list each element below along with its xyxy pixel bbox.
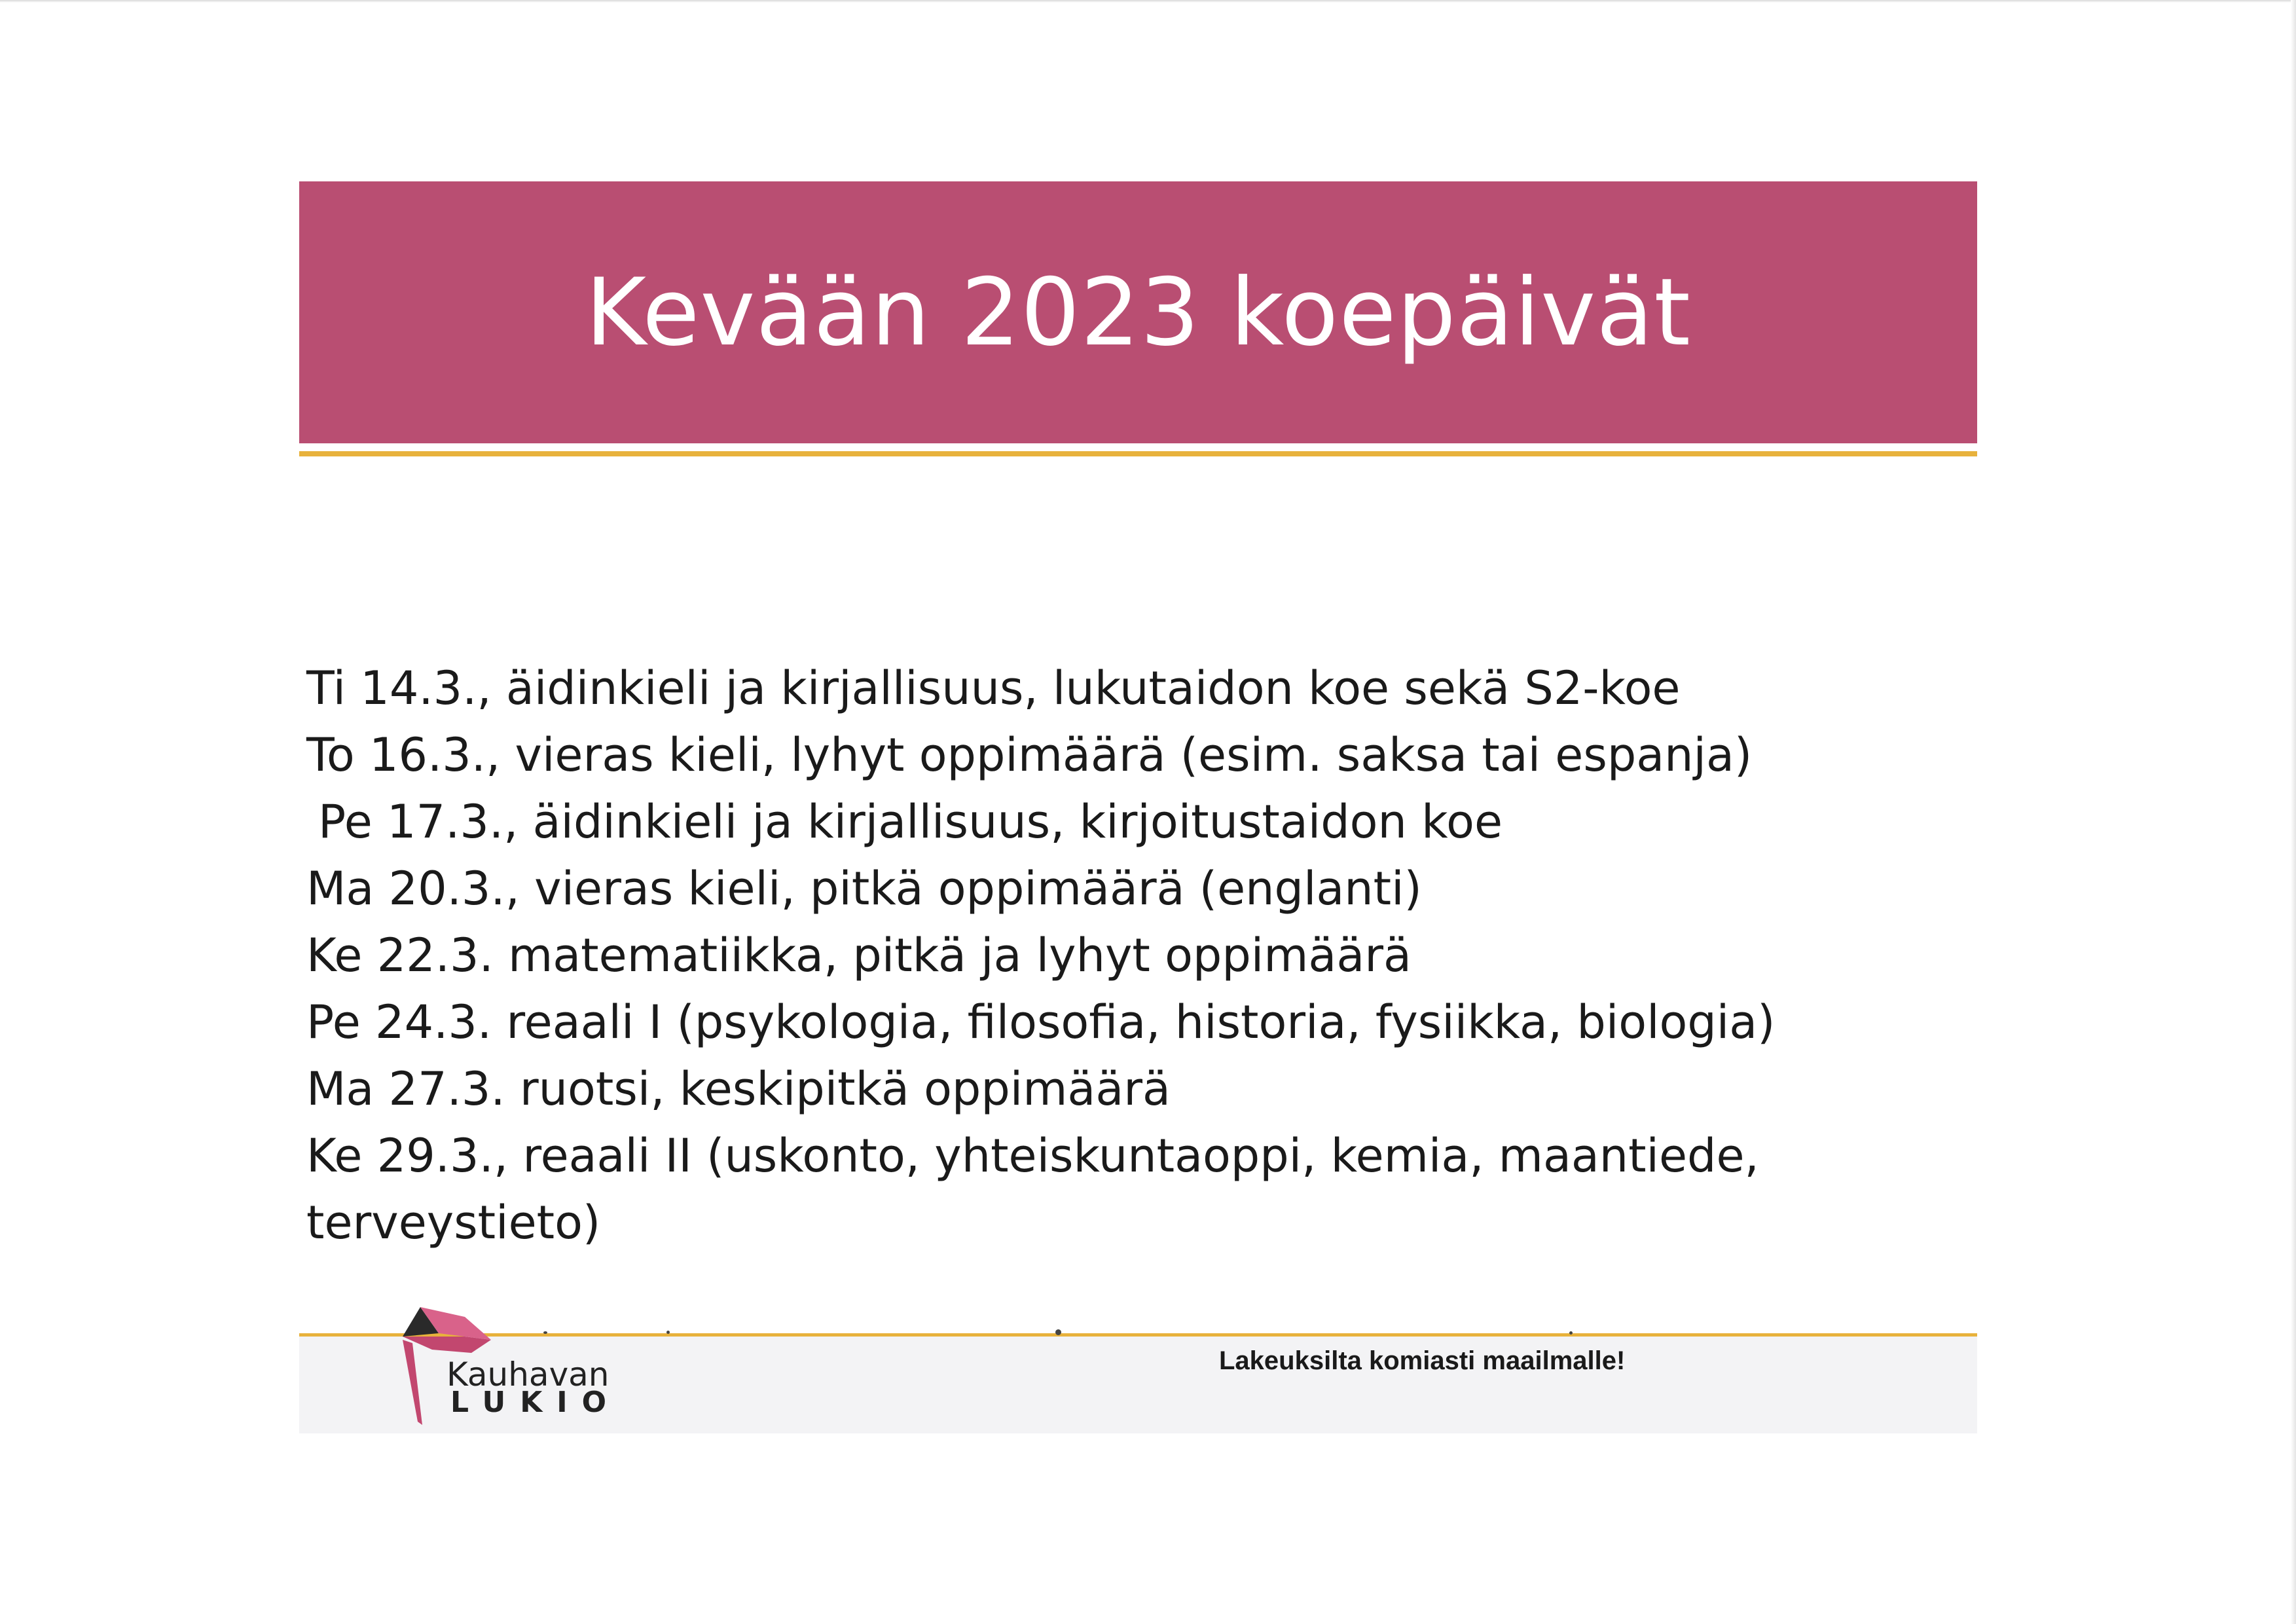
page-title: Kevään 2023 koepäivät bbox=[585, 258, 1691, 367]
list-item: Pe 24.3. reaali I (psykologia, filosofia, historia, fysiikka, biologia) bbox=[306, 995, 1776, 1049]
school-logo bbox=[393, 1301, 668, 1431]
exam-schedule-list bbox=[306, 655, 1930, 1256]
list-item: Ke 22.3. matematiikka, pitkä ja lyhyt oppimäärä bbox=[306, 929, 1412, 982]
list-item: Ma 20.3., vieras kieli, pitkä oppimäärä (englanti) bbox=[306, 862, 1422, 915]
list-item: To 16.3., vieras kieli, lyhyt oppimäärä (esim. saksa tai espanja) bbox=[306, 728, 1753, 782]
scan-speck bbox=[1569, 1331, 1573, 1335]
scan-edge bbox=[2291, 0, 2296, 1624]
list-item: Ke 29.3., reaali II (uskonto, yhteiskuntaoppi, kemia, maantiede, bbox=[306, 1129, 1759, 1183]
list-item: terveystieto) bbox=[306, 1196, 601, 1249]
logo-text-lukio: LUKIO bbox=[450, 1386, 621, 1419]
slogan: Lakeuksilta komiasti maailmalle! bbox=[1219, 1346, 1626, 1375]
list-item: Pe 17.3., äidinkieli ja kirjallisuus, kirjoitustaidon koe bbox=[318, 795, 1503, 849]
logo-text-kauhavan: Kauhavan bbox=[446, 1356, 610, 1393]
scan-edge bbox=[0, 0, 2296, 3]
list-item: Ma 27.3. ruotsi, keskipitkä oppimäärä bbox=[306, 1062, 1171, 1116]
scan-speck bbox=[1055, 1329, 1061, 1335]
title-banner bbox=[299, 181, 1977, 443]
list-item: Ti 14.3., äidinkieli ja kirjallisuus, lukutaidon koe sekä S2-koe bbox=[306, 661, 1681, 715]
title-underline bbox=[299, 451, 1977, 456]
